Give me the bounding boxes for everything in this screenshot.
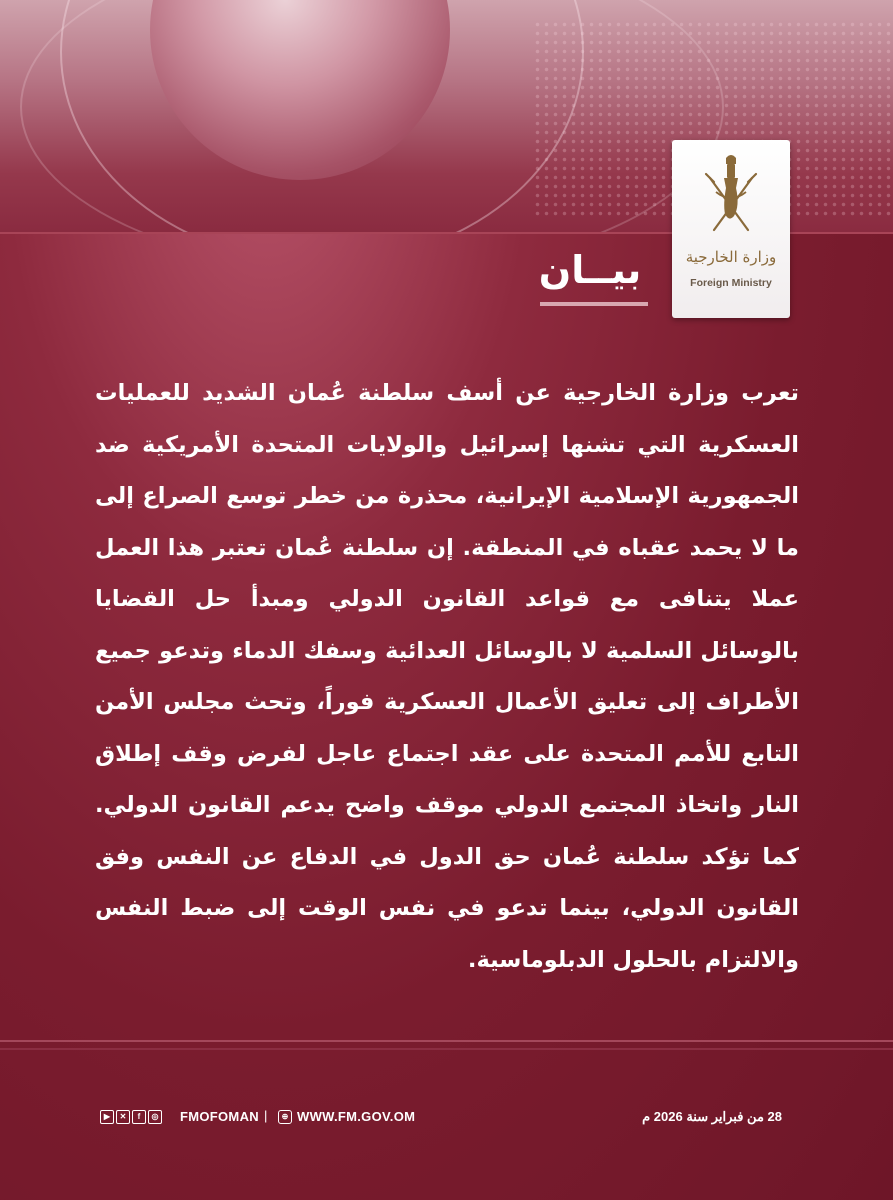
x-icon[interactable]: ✕: [116, 1110, 130, 1124]
footer-separator: |: [264, 1108, 268, 1123]
khanjar-emblem-icon: [696, 148, 766, 240]
footer-divider: [0, 1040, 893, 1042]
globe-icon: ⊕: [278, 1110, 292, 1124]
page-title: بيــان: [538, 248, 642, 292]
title-underline: [540, 302, 648, 306]
statement-date: 28 من فبراير سنة 2026 م: [642, 1109, 782, 1124]
social-icons: [100, 1110, 162, 1124]
ministry-name-en: Foreign Ministry: [690, 277, 772, 289]
footer: [0, 1100, 893, 1140]
ministry-logo: [672, 140, 790, 318]
statement-body: تعرب وزارة الخارجية عن أسف سلطنة عُمان الشديد للعمليات العسكرية التي تشنها إسرائيل والولايات المتحدة الأمريكية ضد الجمهورية الإسلامية الإيرانية، محذرة من خطر توسع الصراع إلى ما لا يحمد عقباه في المنطقة. إن سلطنة عُمان تعتبر هذا العمل عملا يتنافى مع قواعد القانون الدولي ومبدأ حل القضايا بالوسائل السلمية لا بالوسائل العدائية وسفك الدماء وتدعو جميع الأطراف إلى تعليق الأعمال العسكرية فوراً، وتحث مجلس الأمن التابع للأمم المتحدة على عقد اجتماع عاجل لفرض وقف إطلاق النار واتخاذ المجتمع الدولي موقف واضح يدعم القانون الدولي. كما تؤكد سلطنة عُمان حق الدول في الدفاع عن النفس وفق القانون الدولي، بينما تدعو في نفس الوقت إلى ضبط النفس والالتزام بالحلول الدبلوماسية.: [95, 380, 799, 973]
footer-divider: [0, 1048, 893, 1050]
instagram-icon[interactable]: ◎: [148, 1110, 162, 1124]
facebook-icon[interactable]: f: [132, 1110, 146, 1124]
ministry-name-ar: وزارة الخارجية: [685, 248, 777, 266]
youtube-icon[interactable]: ▶: [100, 1110, 114, 1124]
website-link[interactable]: WWW.FM.GOV.OM: [297, 1109, 416, 1124]
social-handle[interactable]: FMOFOMAN: [180, 1109, 259, 1124]
